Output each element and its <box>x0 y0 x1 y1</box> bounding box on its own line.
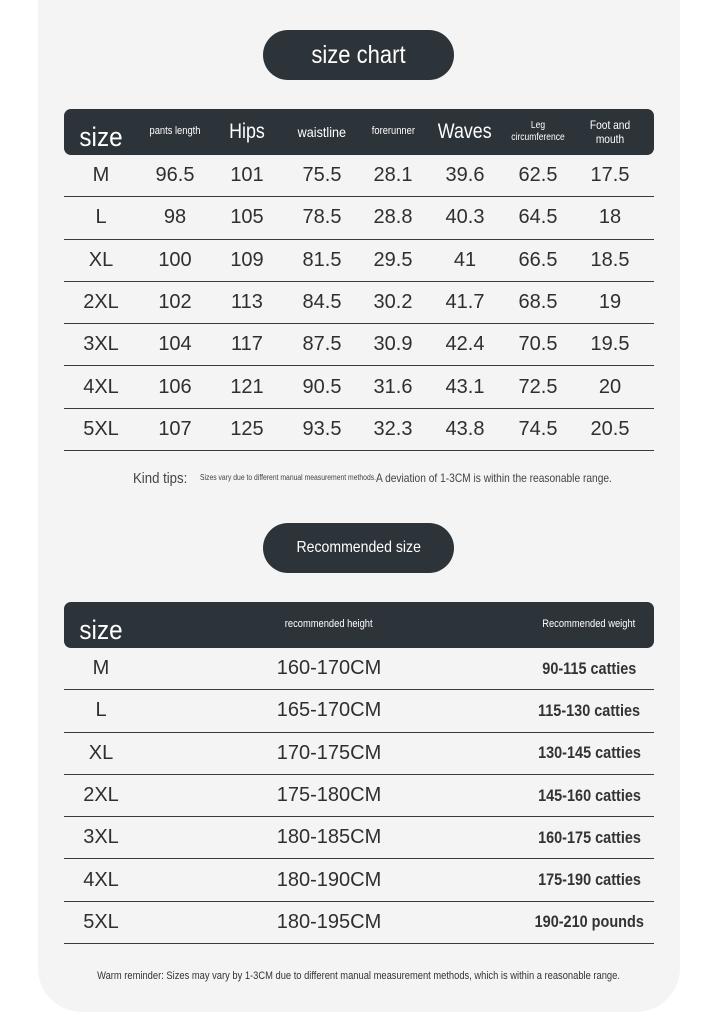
table-row <box>64 859 654 901</box>
table-cell: 42.4 <box>445 333 485 356</box>
table-cell: 81.5 <box>302 248 342 271</box>
header-size: size <box>79 614 123 645</box>
table-cell: XL <box>88 248 114 271</box>
table-cell: 105 <box>230 206 264 229</box>
table-cell <box>524 775 654 816</box>
size-chart-body <box>64 155 654 451</box>
table-cell: 43.1 <box>445 375 485 398</box>
table-row <box>64 324 654 366</box>
table-cell: 106 <box>158 375 192 398</box>
table-cell: 41 <box>453 248 477 271</box>
table-cell: 20 <box>598 375 622 398</box>
table-cell: 28.8 <box>373 206 413 229</box>
table-cell: 102 <box>158 291 192 314</box>
table-row <box>64 690 654 732</box>
table-cell: 31.6 <box>373 375 413 398</box>
table-cell: 43.8 <box>445 417 485 440</box>
table-cell: 62.5 <box>518 164 558 187</box>
recommended-size-title: Recommended size <box>263 523 454 573</box>
weight-text: 90-115 catties <box>541 658 637 678</box>
table-cell: 78.5 <box>302 206 342 229</box>
tips-small-text: Sizes vary due to different manual measurement methods. <box>200 473 377 482</box>
tips-label: Kind tips: <box>133 470 188 487</box>
table-cell: 93.5 <box>302 417 342 440</box>
table-cell: 175-180CM <box>276 784 382 807</box>
header-foot-and-mouth: Foot and mouth <box>589 117 631 146</box>
table-cell <box>524 817 654 858</box>
weight-text: 145-160 catties <box>537 785 641 805</box>
table-row <box>64 197 654 239</box>
size-chart-table <box>64 109 654 451</box>
tips-main-text: A deviation of 1-3CM is within the reasonable range. <box>376 471 612 485</box>
table-row <box>64 648 654 690</box>
recommended-size-table <box>64 602 654 944</box>
table-cell: 104 <box>158 333 192 356</box>
header-size: size <box>79 121 123 152</box>
table-cell: 5XL <box>83 417 119 440</box>
header-recommended-weight: Recommended weight <box>542 618 636 631</box>
table-cell: 72.5 <box>518 375 558 398</box>
table-cell: 160-170CM <box>276 657 382 680</box>
table-row <box>64 817 654 859</box>
table-cell: 68.5 <box>518 291 558 314</box>
weight-text: 190-210 pounds <box>534 912 644 932</box>
table-cell <box>524 648 654 689</box>
header-waistline: waistline <box>297 123 347 140</box>
table-cell: 17.5 <box>590 164 630 187</box>
recommended-size-header <box>64 602 654 648</box>
table-cell: 5XL <box>83 910 119 933</box>
table-cell: 109 <box>230 248 264 271</box>
table-cell: 20.5 <box>590 417 630 440</box>
table-cell: L <box>95 699 107 722</box>
size-chart-header <box>64 109 654 155</box>
table-cell: 170-175CM <box>276 741 382 764</box>
table-cell <box>524 859 654 900</box>
table-cell: 100 <box>158 248 192 271</box>
header-leg-circumference: Leg circumference <box>511 120 565 143</box>
header-hips: Hips <box>229 120 265 144</box>
table-cell: 39.6 <box>445 164 485 187</box>
warm-reminder: Warm reminder: Sizes may vary by 1-3CM due to different manual measurement methods, which is within a reasonable range. <box>97 970 620 982</box>
table-cell: 3XL <box>83 333 119 356</box>
header-recommended-height: recommended height <box>285 618 373 631</box>
table-cell: 66.5 <box>518 248 558 271</box>
table-row <box>64 733 654 775</box>
table-cell: 28.1 <box>373 164 413 187</box>
table-cell: 74.5 <box>518 417 558 440</box>
table-cell: 4XL <box>83 868 119 891</box>
table-cell: 3XL <box>83 826 119 849</box>
table-cell: 180-185CM <box>276 826 382 849</box>
weight-text: 160-175 catties <box>537 827 641 847</box>
table-cell: 29.5 <box>373 248 413 271</box>
table-cell: 98 <box>163 206 187 229</box>
table-cell: 18 <box>598 206 622 229</box>
table-cell: 30.9 <box>373 333 413 356</box>
table-row <box>64 155 654 197</box>
table-cell: XL <box>88 741 114 764</box>
header-waves: Waves <box>438 120 492 144</box>
table-cell: L <box>95 206 107 229</box>
size-chart-title: size chart <box>263 30 454 80</box>
table-cell: 121 <box>230 375 264 398</box>
table-cell: 165-170CM <box>276 699 382 722</box>
table-cell <box>524 690 654 731</box>
header-pants-length: pants length <box>149 125 201 138</box>
table-cell: 30.2 <box>373 291 413 314</box>
table-cell: M <box>92 657 110 680</box>
table-cell: 19 <box>598 291 622 314</box>
table-row <box>64 902 654 944</box>
table-row <box>64 240 654 282</box>
header-forerunner: forerunner <box>371 125 415 138</box>
recommended-size-body <box>64 648 654 944</box>
table-cell: 87.5 <box>302 333 342 356</box>
table-cell: 107 <box>158 417 192 440</box>
table-cell: 84.5 <box>302 291 342 314</box>
table-cell: 18.5 <box>590 248 630 271</box>
table-cell: M <box>92 164 110 187</box>
weight-text: 175-190 catties <box>537 870 641 890</box>
table-cell: 32.3 <box>373 417 413 440</box>
table-cell: 90.5 <box>302 375 342 398</box>
table-cell: 2XL <box>83 291 119 314</box>
weight-text: 130-145 catties <box>537 743 641 763</box>
table-cell: 113 <box>231 291 263 314</box>
table-cell: 101 <box>230 164 264 187</box>
table-cell: 180-195CM <box>276 910 382 933</box>
kind-tips <box>130 470 630 490</box>
table-cell: 64.5 <box>518 206 558 229</box>
table-row <box>64 775 654 817</box>
table-cell: 70.5 <box>518 333 558 356</box>
table-cell: 41.7 <box>445 291 485 314</box>
table-cell <box>524 902 654 943</box>
table-cell: 4XL <box>83 375 119 398</box>
table-row <box>64 282 654 324</box>
table-cell: 117 <box>231 333 263 356</box>
table-cell: 40.3 <box>445 206 485 229</box>
table-row <box>64 409 654 451</box>
table-cell: 96.5 <box>155 164 195 187</box>
table-cell: 75.5 <box>302 164 342 187</box>
table-cell: 2XL <box>83 784 119 807</box>
table-row <box>64 366 654 408</box>
weight-text: 115-130 catties <box>537 700 641 720</box>
table-cell: 180-190CM <box>276 868 382 891</box>
table-cell <box>524 733 654 774</box>
table-cell: 125 <box>230 417 264 440</box>
table-cell: 19.5 <box>590 333 630 356</box>
